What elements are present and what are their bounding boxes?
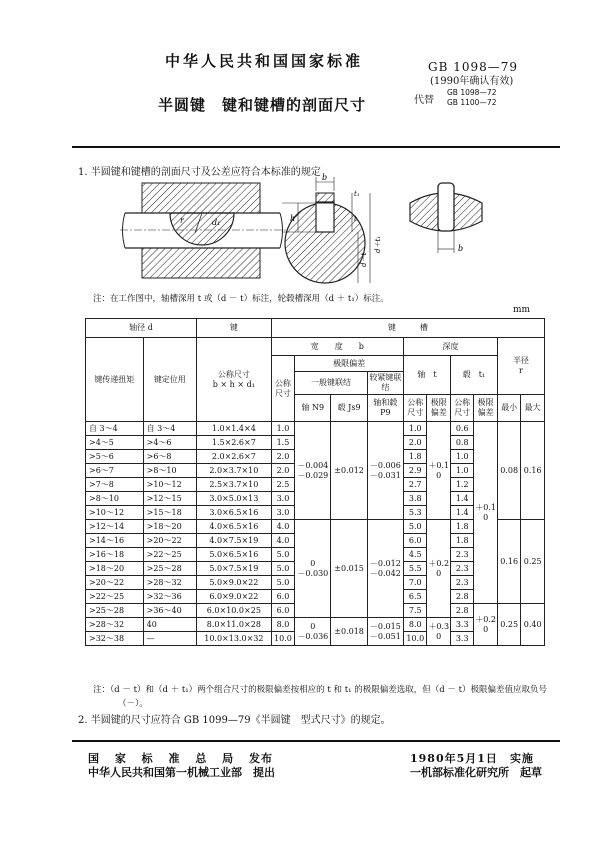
cell-key-size: 3.0×6.5×16 <box>197 506 272 520</box>
cell-torque: >4～5 <box>86 436 144 450</box>
cell-torque: >16～18 <box>86 548 144 562</box>
keyway-section-figure <box>120 173 490 288</box>
national-standard-title: 中华人民共和国国家标准 <box>165 52 364 70</box>
header-t-nominal: 公称尺寸 <box>404 395 427 422</box>
cell-p9: －0.012 －0.042 <box>367 520 403 618</box>
cell-width-b: 1.0 <box>271 422 294 436</box>
label-d-minus-t: d－t <box>360 252 368 267</box>
header-nominal: 公称尺寸 b × h × d₁ <box>197 338 272 422</box>
cell-width-b: 6.0 <box>271 604 294 618</box>
cell-torque: 自 3～4 <box>86 422 144 436</box>
cell-r-max: 0.25 <box>521 520 545 604</box>
cell-t-dev: ＋0.1 0 <box>427 422 450 520</box>
cell-locate: >28～32 <box>143 576 196 590</box>
cell-r-min: 0.08 <box>497 422 520 520</box>
cell-torque: >10～12 <box>86 506 144 520</box>
cell-r-max: 0.16 <box>521 422 545 520</box>
replaces-label: 代替 <box>414 95 434 106</box>
cell-torque: >12～14 <box>86 520 144 534</box>
cell-t1: 0.6 <box>450 422 473 436</box>
cell-t1: 2.3 <box>450 576 473 590</box>
cell-width-b: 8.0 <box>271 618 294 632</box>
header-limit-deviation: 极限偏差 <box>295 356 404 372</box>
cell-key-size: 4.0×7.5×19 <box>197 534 272 548</box>
cell-n9: 0 －0.030 <box>295 520 331 618</box>
cell-locate: >20～22 <box>143 534 196 548</box>
keyway-dimension-table <box>85 318 545 646</box>
header-depth: 深度 <box>404 338 498 356</box>
cell-locate: >25～28 <box>143 562 196 576</box>
header-torque: 键传递扭矩 <box>86 338 144 422</box>
header-locate: 键定位用 <box>143 338 196 422</box>
header-p9: 轴和毂 P9 <box>367 395 403 422</box>
header-t-deviation: 极限偏差 <box>427 395 450 422</box>
cell-locate: >8～10 <box>143 464 196 478</box>
table-note-cont: （－）。 <box>118 699 148 709</box>
cell-t: 8.0 <box>404 618 427 632</box>
cell-t1: 1.8 <box>450 520 473 534</box>
cell-locate: 40 <box>143 618 196 632</box>
cell-torque: >6～7 <box>86 464 144 478</box>
footer-issuer: 国 家 标 准 总 局 发布 <box>88 752 273 765</box>
cell-locate: >12～15 <box>143 492 196 506</box>
label-d1: d₁ <box>212 218 221 227</box>
section-1-text: 1. 半圆键和键槽的剖面尺寸及公差应符合本标准的规定 <box>78 167 321 178</box>
cell-locate: >6～8 <box>143 450 196 464</box>
document-title: 半圆键 键和键槽的剖面尺寸 <box>158 96 367 114</box>
cell-n9: －0.004 －0.029 <box>295 422 331 520</box>
footer-divider <box>72 740 560 742</box>
cell-t: 2.7 <box>404 478 427 492</box>
cell-width-b: 5.0 <box>271 562 294 576</box>
cell-key-size: 2.5×3.7×10 <box>197 478 272 492</box>
cell-r-min: 0.25 <box>497 604 520 646</box>
header-shaft-n9: 轴 N9 <box>295 395 331 422</box>
cell-t1: 0.8 <box>450 436 473 450</box>
cell-locate: >4～6 <box>143 436 196 450</box>
cell-t1: 3.3 <box>450 632 473 646</box>
cell-t1: 1.2 <box>450 478 473 492</box>
cell-torque: >20～22 <box>86 576 144 590</box>
label-r: r <box>180 216 184 225</box>
header-shaft-t: 轴 t <box>404 356 451 395</box>
header-hub-t1: 毂 t₁ <box>450 356 497 395</box>
cell-js9: ±0.018 <box>331 618 367 646</box>
cell-p9: －0.015 －0.051 <box>367 618 403 646</box>
label-t: t <box>354 215 357 223</box>
footer-drafter: 一机部标准化研究所 起草 <box>410 766 542 779</box>
cell-locate: 自 3～4 <box>143 422 196 436</box>
cell-t: 2.9 <box>404 464 427 478</box>
cell-t: 4.5 <box>404 548 427 562</box>
footer-date: 1980年5月1日 实施 <box>410 752 534 765</box>
cell-width-b: 2.0 <box>271 464 294 478</box>
cell-locate: >32～36 <box>143 590 196 604</box>
cell-locate: >22～25 <box>143 548 196 562</box>
replaced-standard-2: GB 1100—72 <box>447 98 497 107</box>
cell-r-min: 0.16 <box>497 520 520 604</box>
cell-key-size: 5.0×9.0×22 <box>197 576 272 590</box>
cell-t: 1.8 <box>404 450 427 464</box>
label-b-right: b <box>458 244 464 253</box>
label-t1: t₁ <box>354 190 360 198</box>
cell-t1: 1.0 <box>450 450 473 464</box>
cell-js9: ±0.015 <box>331 520 367 618</box>
cell-key-size: 1.5×2.6×7 <box>197 436 272 450</box>
cell-r-max: 0.40 <box>521 604 545 646</box>
cell-t1-dev: ＋0.2 0 <box>474 604 497 646</box>
figure-note: 注：在工作图中，轴槽深用 t 或（d － t）标注，轮毂槽深用（d ＋ t₁）标注。 <box>93 294 389 304</box>
header-t1-deviation: 极限偏差 <box>474 395 497 422</box>
header-r-min: 最小 <box>497 395 520 422</box>
header-shaft-diameter: 轴径 d <box>86 319 197 338</box>
header-general-joint: 一般键联结 <box>295 372 368 395</box>
cell-key-size: 2.0×3.7×10 <box>197 464 272 478</box>
cell-key-size: 3.0×5.0×13 <box>197 492 272 506</box>
hub-detail-view <box>410 183 482 253</box>
cell-width-b: 2.5 <box>271 478 294 492</box>
cell-torque: >8～10 <box>86 492 144 506</box>
cross-section-view <box>282 173 382 283</box>
cell-locate: >18～20 <box>143 520 196 534</box>
cell-key-size: 2.0×2.6×7 <box>197 450 272 464</box>
cell-locate: — <box>143 632 196 646</box>
header-tight-joint: 较紧键联结 <box>367 372 403 395</box>
cell-width-b: 1.5 <box>271 436 294 450</box>
cell-key-size: 1.0×1.4×4 <box>197 422 272 436</box>
header-hub-js9: 毂 Js9 <box>331 395 367 422</box>
cell-t1-dev: ＋0.1 0 <box>474 422 497 604</box>
cell-t: 2.0 <box>404 436 427 450</box>
cell-key-size: 6.0×10.0×25 <box>197 604 272 618</box>
cell-width-b: 3.0 <box>271 492 294 506</box>
cell-t: 6.5 <box>404 590 427 604</box>
cell-n9: 0 －0.036 <box>295 618 331 646</box>
cell-width-b: 2.0 <box>271 450 294 464</box>
cell-t-dev: ＋0.3 0 <box>427 618 450 646</box>
header-width: 宽 度 b <box>271 338 403 356</box>
cell-width-b: 6.0 <box>271 590 294 604</box>
cell-t1: 2.3 <box>450 562 473 576</box>
header-radius: 半径 r <box>497 338 544 395</box>
footer-proposer: 中华人民共和国第一机械工业部 提出 <box>88 766 275 779</box>
cell-t1: 2.3 <box>450 548 473 562</box>
section-2-text: 2. 半圆键的尺寸应符合 GB 1099—79《半圆键 型式尺寸》的规定。 <box>78 715 391 726</box>
cell-key-size: 5.0×6.5×16 <box>197 548 272 562</box>
cell-width-b: 5.0 <box>271 576 294 590</box>
cell-torque: >25～28 <box>86 604 144 618</box>
cell-t: 3.8 <box>404 492 427 506</box>
header-r-max: 最大 <box>521 395 545 422</box>
label-d-plus-t1: d＋t₁ <box>374 235 382 253</box>
side-view <box>120 183 288 278</box>
cell-torque: >7～8 <box>86 478 144 492</box>
cell-torque: >14～16 <box>86 534 144 548</box>
table-row <box>86 422 545 436</box>
cell-t: 5.5 <box>404 562 427 576</box>
cell-t: 5.3 <box>404 506 427 520</box>
cell-width-b: 4.0 <box>271 520 294 534</box>
cell-t: 7.5 <box>404 604 427 618</box>
cell-p9: －0.006 －0.031 <box>367 422 403 520</box>
confirmation-note: (1990年确认有效) <box>430 76 514 87</box>
header-nominal-b: 公称尺寸 <box>271 356 294 422</box>
cell-width-b: 4.0 <box>271 534 294 548</box>
cell-t1: 2.8 <box>450 604 473 618</box>
cell-t: 1.0 <box>404 422 427 436</box>
cell-key-size: 6.0×9.0×22 <box>197 590 272 604</box>
cell-t: 6.0 <box>404 534 427 548</box>
cell-t1: 3.3 <box>450 618 473 632</box>
cell-locate: >15～18 <box>143 506 196 520</box>
cell-torque: >32～38 <box>86 632 144 646</box>
cell-t: 10.0 <box>404 632 427 646</box>
cell-t1: 2.8 <box>450 590 473 604</box>
cell-t-dev: ＋0.2 0 <box>427 520 450 618</box>
header-t1-nominal: 公称尺寸 <box>450 395 473 422</box>
cell-t: 7.0 <box>404 576 427 590</box>
cell-t1: 1.4 <box>450 506 473 520</box>
label-h: h <box>290 214 296 223</box>
cell-js9: ±0.012 <box>331 422 367 520</box>
cell-t1: 1.8 <box>450 534 473 548</box>
cell-t: 5.0 <box>404 520 427 534</box>
cell-width-b: 5.0 <box>271 548 294 562</box>
unit-label: mm <box>513 305 531 315</box>
table-note: 注：（d － t）和（d ＋ t₁）两个组合尺寸的极限偏差按相应的 t 和 t₁ 的极限偏差选取，但（d － t）极限偏差值应取负号 <box>93 685 547 695</box>
cell-t1: 1.4 <box>450 492 473 506</box>
cell-locate: >10～12 <box>143 478 196 492</box>
cell-t1: 1.0 <box>450 464 473 478</box>
cell-key-size: 5.0×7.5×19 <box>197 562 272 576</box>
cell-torque: >5～6 <box>86 450 144 464</box>
cell-key-size: 8.0×11.0×28 <box>197 618 272 632</box>
cell-torque: >28～32 <box>86 618 144 632</box>
cell-torque: >22～25 <box>86 590 144 604</box>
standard-number: GB 1098—79 <box>428 60 519 74</box>
cell-locate: >36～40 <box>143 604 196 618</box>
header-keyway: 键 槽 <box>271 319 544 338</box>
header-key: 键 <box>197 319 272 338</box>
cell-key-size: 10.0×13.0×32 <box>197 632 272 646</box>
label-b-top: b <box>322 173 328 182</box>
cell-width-b: 10.0 <box>271 632 294 646</box>
cell-torque: >18～20 <box>86 562 144 576</box>
replaced-standard-1: GB 1098—72 <box>447 88 497 97</box>
cell-key-size: 4.0×6.5×16 <box>197 520 272 534</box>
header-divider <box>72 146 560 148</box>
cell-width-b: 3.0 <box>271 506 294 520</box>
